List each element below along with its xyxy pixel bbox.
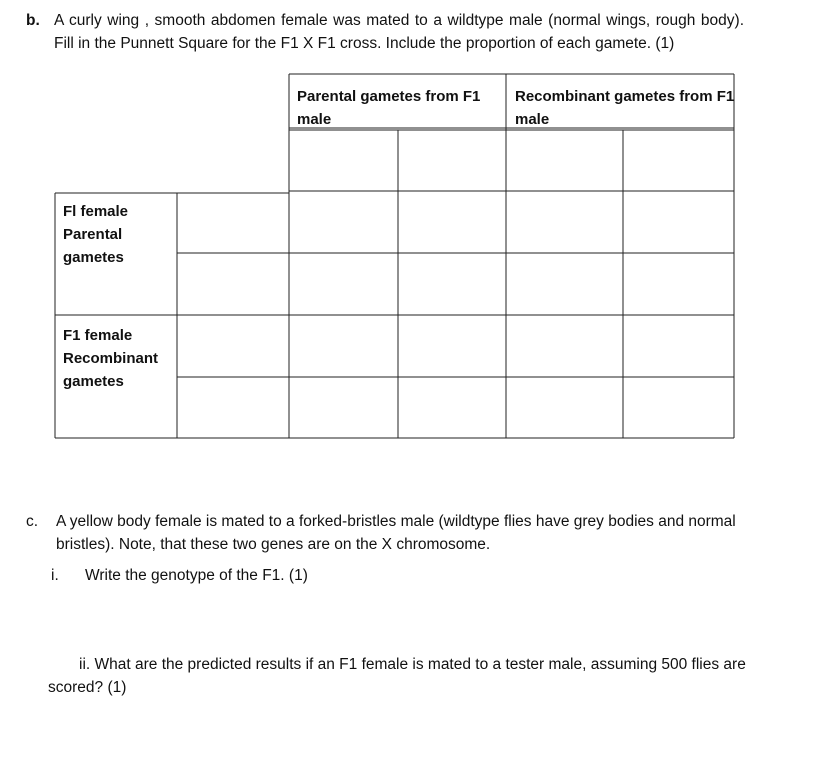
question-c-i-label: i. (51, 567, 59, 584)
row-header-recombinant-female (63, 324, 173, 393)
question-c-text: A yellow body female is mated to a forked-bristles male (wildtype flies have grey bodies and normal bristles). Note, that these two genes are on the X chromosome. (56, 513, 736, 553)
row-header-line: Fl female (63, 203, 129, 220)
row-header-parental-female (63, 200, 173, 269)
row-header-line: gametes (63, 373, 124, 390)
row-header-line: F1 female (63, 327, 133, 344)
row-header-line: Recombinant (63, 350, 159, 367)
header-parental-gametes-male: Parental gametes from F1 male (297, 88, 481, 128)
question-c-label: c. (26, 513, 39, 530)
question-c-i-text: Write the genotype of the F1. (1) (85, 567, 308, 584)
question-c-ii-text: ii. What are the predicted results if an F1 female is mated to a tester male, assuming 500 flies are scored? (1) (48, 656, 746, 696)
question-b-label: b. (26, 12, 40, 29)
row-header-line: gametes (63, 249, 124, 266)
row-header-line: Parental (63, 226, 123, 243)
question-b-text: A curly wing , smooth abdomen female was mated to a wildtype male (normal wings, rough body). Fill in the Punnett Square for the F1 X F1 cross. Include the proportion of each gamete. (1) (54, 12, 744, 52)
header-recombinant-gametes-male: Recombinant gametes from F1 male (515, 88, 735, 128)
